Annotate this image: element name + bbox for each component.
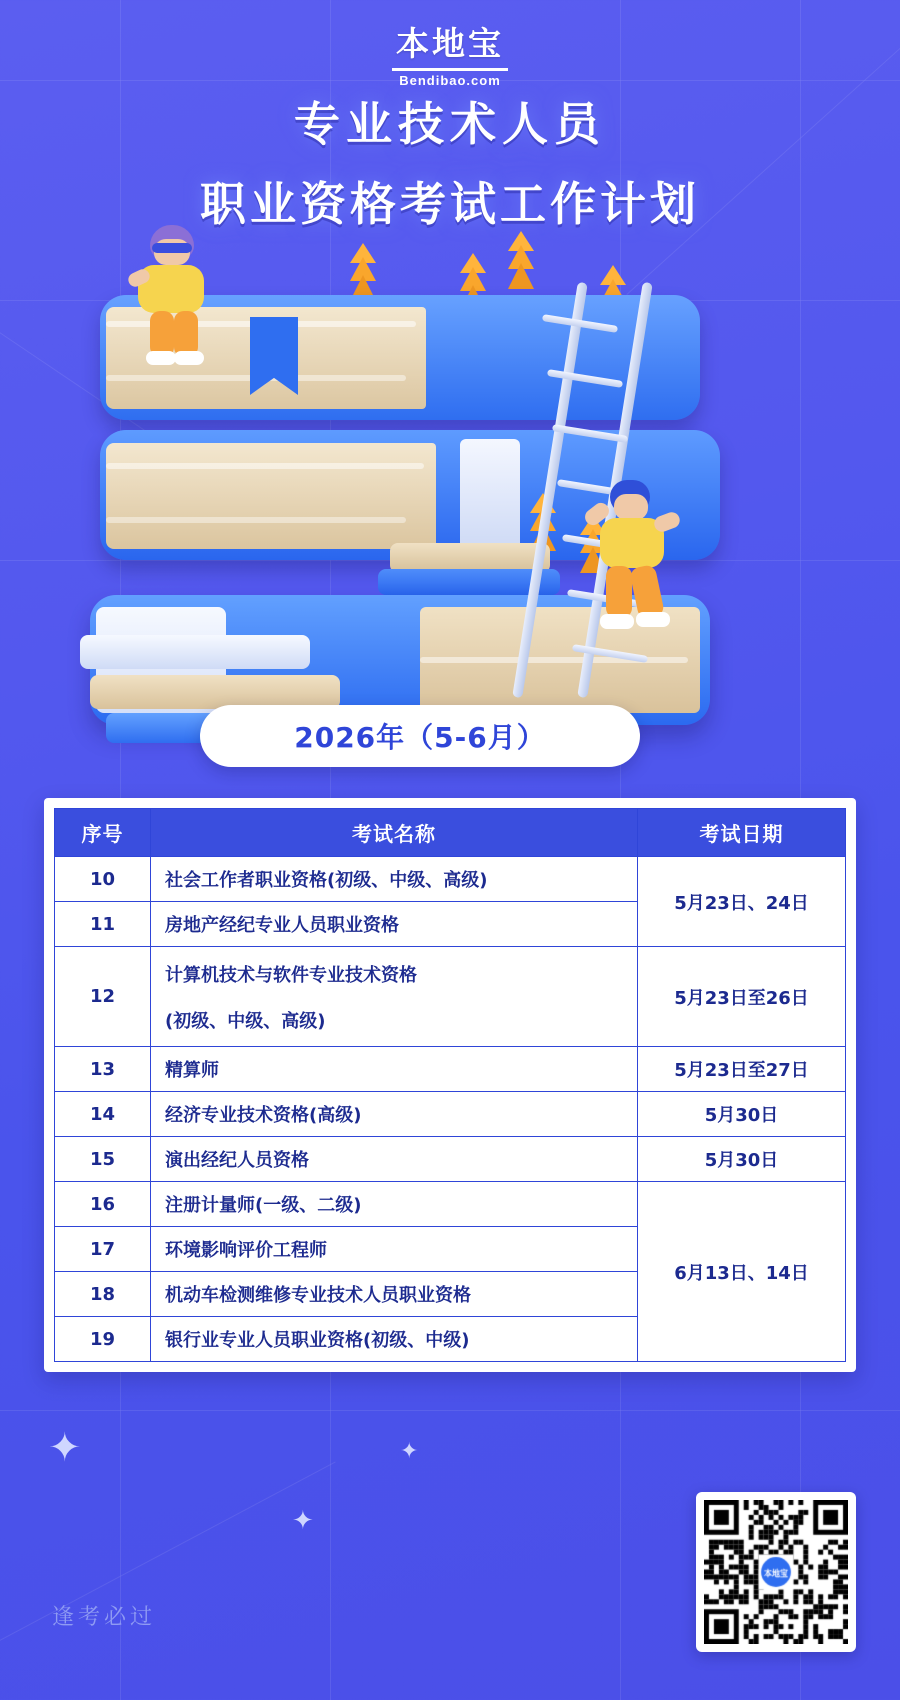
qr-code-icon[interactable] — [696, 1492, 856, 1652]
footer-slogan: 逢考必过 — [52, 1605, 157, 1630]
title-line-1: 专业技术人员 — [294, 97, 606, 151]
cell-no: 19 — [55, 1317, 151, 1362]
table-row — [55, 857, 846, 902]
sparkle-icon: ✦ — [292, 1505, 314, 1535]
cell-no: 12 — [55, 947, 151, 1047]
cell-no: 11 — [55, 902, 151, 947]
exam-schedule-card — [44, 798, 856, 1372]
cell-date: 6月13日、14日 — [638, 1182, 846, 1362]
cell-name-line2: (初级、中级、高级) — [165, 1010, 326, 1032]
cell-no: 15 — [55, 1137, 151, 1182]
cell-name: 社会工作者职业资格(初级、中级、高级) — [151, 857, 638, 902]
cell-no: 14 — [55, 1092, 151, 1137]
cell-no: 16 — [55, 1182, 151, 1227]
tree-icon — [350, 243, 376, 301]
table-row — [55, 1047, 846, 1092]
table-row — [55, 1092, 846, 1137]
page-title — [0, 88, 900, 234]
page-line — [106, 517, 406, 523]
cell-date: 5月30日 — [638, 1092, 846, 1137]
title-line-2: 职业资格考试工作计划 — [200, 177, 700, 231]
cell-date: 5月30日 — [638, 1137, 846, 1182]
cell-no: 13 — [55, 1047, 151, 1092]
cell-name: 经济专业技术资格(高级) — [151, 1092, 638, 1137]
cell-name — [151, 947, 638, 1047]
cell-no: 18 — [55, 1272, 151, 1317]
exam-schedule-table — [54, 808, 846, 1362]
cell-name: 注册计量师(一级、二级) — [151, 1182, 638, 1227]
cell-name: 精算师 — [151, 1047, 638, 1092]
brand-logo — [0, 18, 900, 88]
cell-name: 机动车检测维修专业技术人员职业资格 — [151, 1272, 638, 1317]
cell-name: 银行业专业人员职业资格(初级、中级) — [151, 1317, 638, 1362]
open-page — [80, 635, 310, 669]
books-illustration — [60, 225, 840, 785]
page-line — [106, 463, 424, 469]
cell-date: 5月23日至26日 — [638, 947, 846, 1047]
cell-name-line1: 计算机技术与软件专业技术资格 — [165, 964, 417, 986]
person-sitting-illustration — [120, 225, 230, 365]
cell-name: 房地产经纪专业人员职业资格 — [151, 902, 638, 947]
cell-date: 5月23日至27日 — [638, 1047, 846, 1092]
cell-no: 17 — [55, 1227, 151, 1272]
sparkle-icon: ✦ — [400, 1438, 419, 1463]
cell-name: 环境影响评价工程师 — [151, 1227, 638, 1272]
person-climbing-illustration — [580, 480, 690, 650]
table-header-row — [55, 809, 846, 857]
cell-no: 10 — [55, 857, 151, 902]
sparkle-icon: ✦ — [48, 1426, 82, 1470]
logo-divider — [392, 68, 508, 71]
date-badge — [200, 705, 640, 767]
table-row — [55, 1182, 846, 1227]
open-page — [90, 675, 340, 709]
table-row — [55, 947, 846, 1047]
cell-date: 5月23日、24日 — [638, 857, 846, 947]
col-header-no: 序号 — [55, 809, 151, 857]
date-badge-label: 2026年（5-6月） — [294, 721, 546, 754]
col-header-date: 考试日期 — [638, 809, 846, 857]
logo-main-text: 本地宝 — [396, 24, 504, 63]
logo-sub-text: Bendibao.com — [399, 73, 501, 88]
book-pages — [106, 443, 436, 549]
table-row — [55, 1137, 846, 1182]
col-header-name: 考试名称 — [151, 809, 638, 857]
cell-name: 演出经纪人员资格 — [151, 1137, 638, 1182]
